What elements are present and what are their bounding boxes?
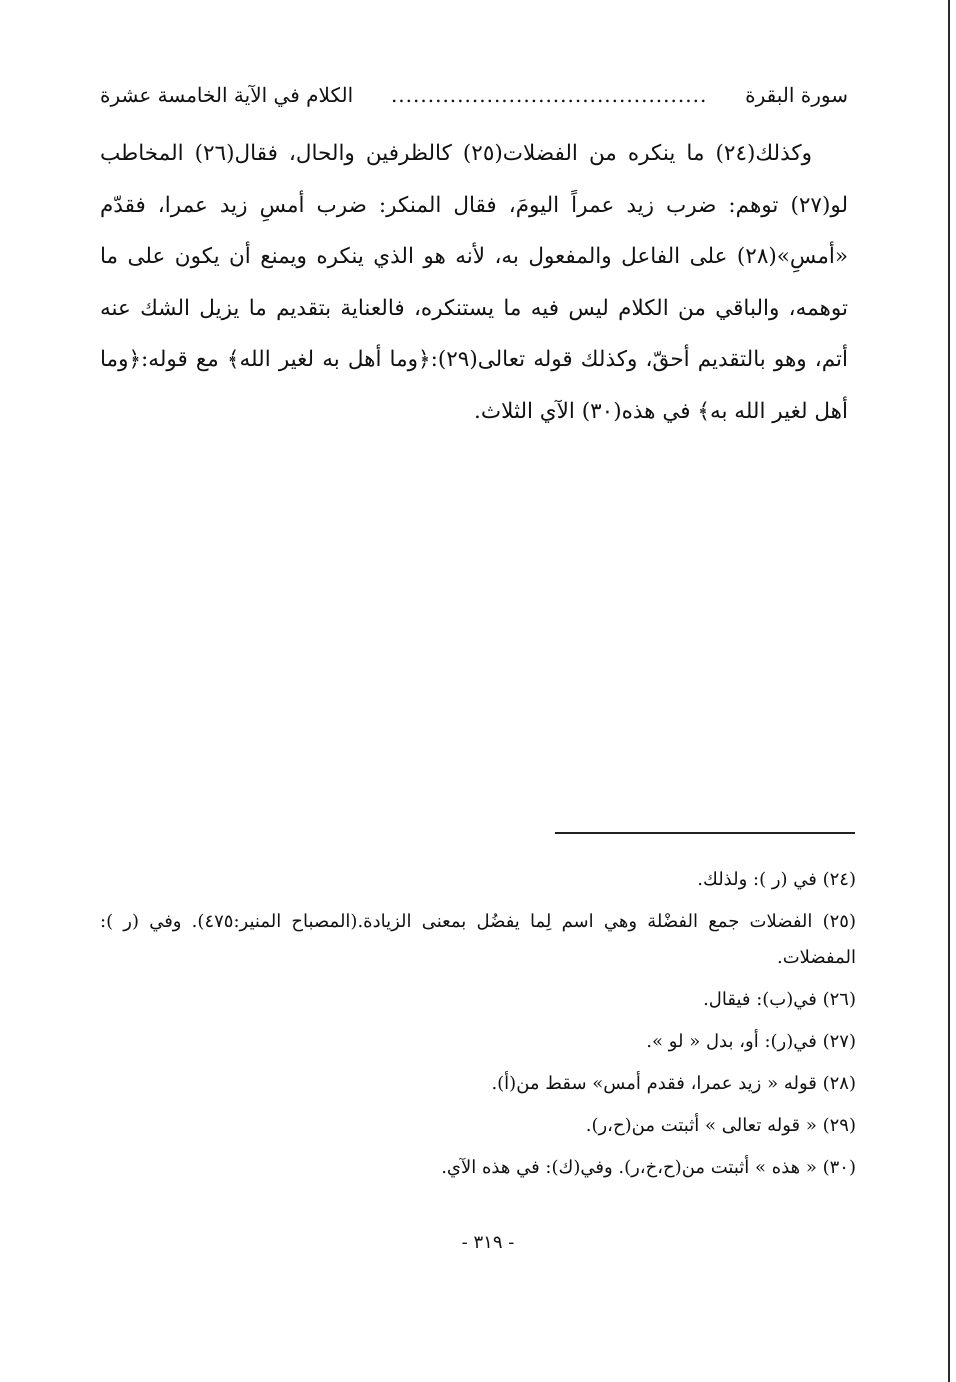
footnote-25: (٢٥) الفضلات جمع الفضْلة وهي اسم لِما يفضُل بمعنى الزيادة.(المصباح المنير:٤٧٥). وفي (ر ): المفضلات. xyxy=(100,911,857,968)
footnote-27: (٢٧) في(ر): أو، بدل « لو ». xyxy=(646,1031,856,1052)
header-leader-dots: ........................................... xyxy=(390,83,708,107)
footnote-28: (٢٨) قوله « زيد عمرا، فقدم أمس» سقط من(أ). xyxy=(491,1073,856,1094)
header-surah-name: سورة البقرة xyxy=(745,83,848,107)
running-header xyxy=(100,78,848,112)
main-paragraph: وكذلك(٢٤) ما ينكره من الفضلات(٢٥) كالظرفين والحال، فقال(٢٦) المخاطب لو(٢٧) توهم: ضرب زيد عمراً اليومَ، فقال المنكر: ضرب أمسِ زيد عمرا، فقدّم «أمسِ»(٢٨) على الفاعل والمفعول به، لأنه هو الذي ينكره ويمنع أن يكون على ما توهمه، والباقي من الكلام ليس فيه ما يستنكره، فالعناية بتقديم ما يزيل الشك عنه أتم، وهو بالتقديم أحقّ، وكذلك قوله تعالى(٢٩):﴿وما أهل به لغير الله﴾ مع قوله:﴿وما أهل لغير الله به﴾ في هذه(٣٠) الآي الثلاث. xyxy=(100,141,848,424)
footnote-separator xyxy=(555,832,855,834)
footnote-30: (٣٠) « هذه » أثبتت من(ح،خ،ر). وفي(ك): في هذه الآي. xyxy=(441,1157,856,1178)
footnote-24: (٢٤) في (ر ): ولذلك. xyxy=(697,869,856,890)
footnote-26: (٢٦) في(ب): فيقال. xyxy=(703,989,856,1010)
footnotes-list xyxy=(100,862,856,1192)
page-number: - ٣١٩ - xyxy=(461,1232,515,1253)
footnote-29: (٢٩) « قوله تعالى » أثبتت من(ح،ر). xyxy=(585,1115,856,1136)
header-topic: الكلام في الآية الخامسة عشرة xyxy=(100,83,354,107)
scan-edge-line xyxy=(948,0,950,1382)
main-text xyxy=(100,128,848,437)
